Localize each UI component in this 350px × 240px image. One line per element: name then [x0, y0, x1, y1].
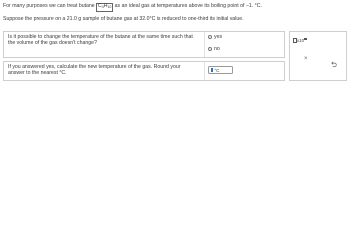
formula-hydrogen-sub: 10: [107, 5, 112, 10]
option-no-label: no: [214, 46, 220, 52]
undo-icon: [330, 61, 337, 68]
temperature-input[interactable]: [208, 66, 233, 74]
intro-text-before: For many purposes we can treat butane: [3, 3, 97, 9]
intro-text-after: as an ideal gas at temperatures above its boiling point of −1. °C.: [113, 3, 262, 9]
question-yes-no: [3, 31, 285, 58]
question-1-text: Is it possible to change the temperature of the butane at the same time such that the volume of the gas doesn't change?: [8, 34, 193, 46]
temperature-unit: °C: [214, 67, 220, 73]
intro-text: [3, 3, 262, 12]
problem-prompt: Suppose the pressure on a 21.0 g sample of butane gas at 32.0°C is reduced to one-third its initial value.: [3, 16, 244, 22]
problem-page: [0, 0, 350, 101]
scientific-notation-button[interactable]: [293, 38, 307, 43]
radio-no[interactable]: [208, 47, 212, 51]
close-icon: ×: [304, 56, 308, 62]
answer-entry-box[interactable]: [211, 68, 213, 73]
question-2-text: If you answered yes, calculate the new temperature of the gas. Round your answer to the nearest °C.: [8, 64, 181, 76]
clear-button[interactable]: [304, 56, 308, 62]
option-yes-label: yes: [214, 34, 223, 40]
question-divider: [204, 62, 205, 80]
x10-label: x10: [297, 38, 305, 43]
undo-button[interactable]: [330, 55, 337, 73]
formula-hydrogen: H: [103, 3, 108, 9]
math-toolbox: [289, 31, 347, 81]
question-divider: [204, 32, 205, 57]
exponent-box-icon: [304, 38, 306, 40]
formula-carbon: C: [97, 3, 102, 9]
option-yes[interactable]: [208, 34, 222, 40]
formula-carbon-sub: 4: [101, 5, 104, 10]
mantissa-box-icon: [293, 38, 297, 43]
question-new-temperature: [3, 61, 285, 81]
option-no[interactable]: [208, 46, 220, 52]
butane-formula: [96, 3, 113, 12]
radio-yes[interactable]: [208, 35, 212, 39]
